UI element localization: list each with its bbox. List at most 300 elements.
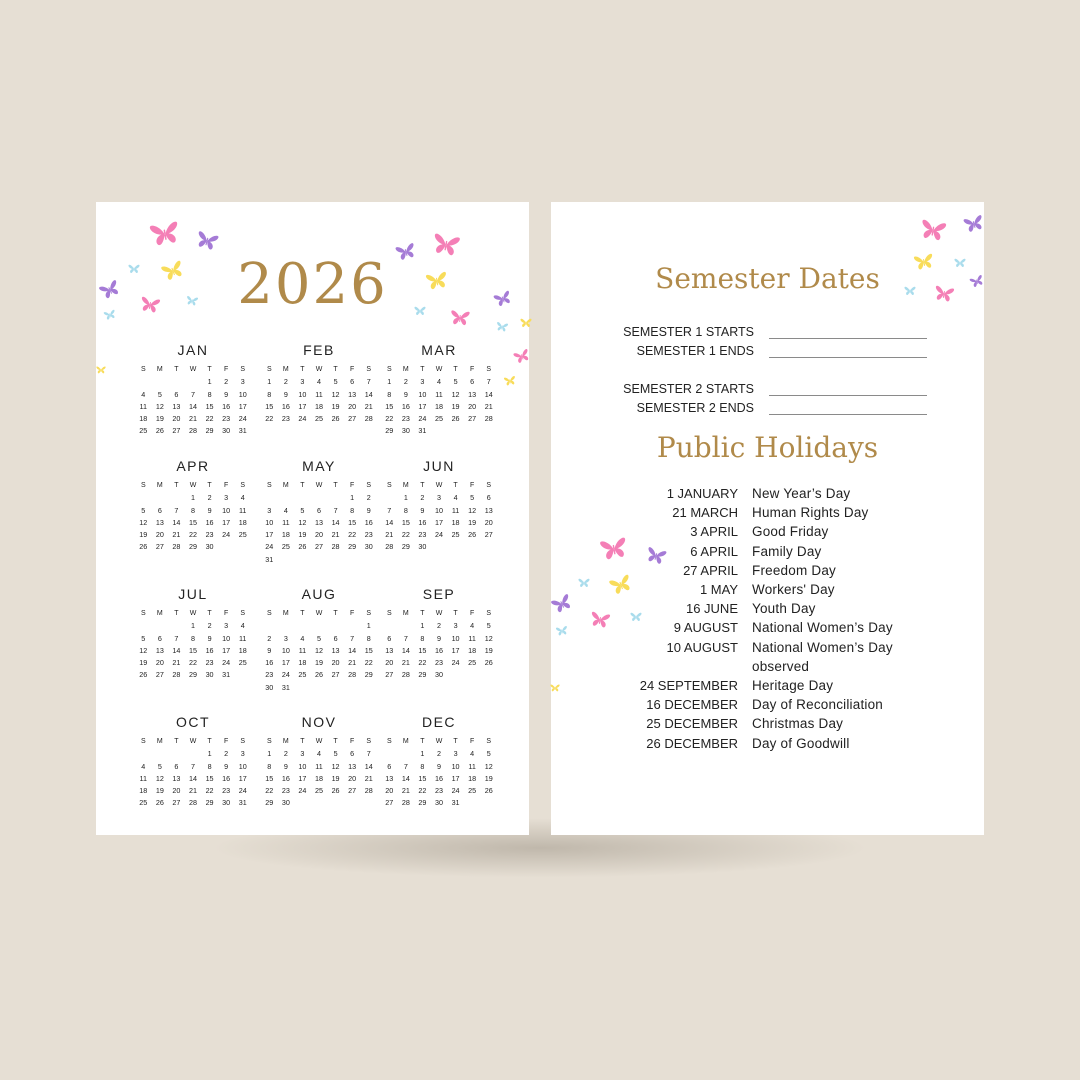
- week-row: [135, 633, 251, 645]
- day-cell: [344, 797, 361, 809]
- day-cell: 30: [281, 798, 290, 808]
- week-row: [261, 773, 377, 785]
- day-cell: 18: [238, 645, 247, 655]
- day-cell: 19: [484, 645, 493, 655]
- day-cell: 26: [314, 670, 323, 680]
- day-cell: 1: [207, 749, 212, 759]
- day-cell: [311, 620, 328, 632]
- day-cell: 15: [364, 645, 373, 655]
- calendar-year: 2026: [237, 252, 388, 317]
- day-cell: [152, 748, 169, 760]
- weekday-header: S: [240, 366, 246, 373]
- weekday-header: W: [435, 366, 443, 373]
- holiday-name: Workers' Day: [752, 582, 835, 597]
- month-apr: [135, 456, 251, 554]
- day-cell: 28: [188, 798, 197, 808]
- day-cell: 5: [486, 621, 491, 631]
- month-may: [261, 456, 377, 566]
- day-cell: 14: [172, 645, 181, 655]
- day-cell: 13: [385, 773, 394, 783]
- holiday-row: [551, 657, 984, 676]
- day-cell: 9: [283, 761, 288, 771]
- butterfly-icon: [589, 610, 611, 629]
- holiday-name: Heritage Day: [752, 678, 834, 693]
- day-cell: 29: [385, 426, 394, 436]
- day-cell: 2: [420, 493, 425, 503]
- day-cell: 22: [385, 414, 394, 424]
- holiday-name: Family Day: [752, 543, 822, 559]
- day-cell: 10: [265, 517, 274, 527]
- day-cell: 11: [282, 517, 290, 527]
- weekday-header: S: [266, 738, 272, 745]
- day-cell: 9: [403, 389, 408, 399]
- day-cell: 21: [484, 401, 493, 411]
- week-row: [381, 376, 497, 388]
- day-cell: 29: [188, 542, 197, 552]
- day-cell: 16: [205, 517, 214, 527]
- day-cell: 28: [364, 786, 373, 796]
- day-cell: 1: [267, 749, 272, 759]
- day-cell: 15: [188, 645, 197, 655]
- day-cell: 15: [348, 517, 357, 527]
- day-cell: 27: [348, 786, 357, 796]
- day-cell: 16: [401, 401, 410, 411]
- day-cell: 24: [434, 530, 443, 540]
- weekday-header: T: [420, 738, 425, 745]
- day-cell: [381, 748, 398, 760]
- day-cell: 19: [484, 773, 493, 783]
- day-cell: 28: [364, 414, 373, 424]
- week-row: [135, 505, 251, 517]
- day-cell: 11: [298, 645, 307, 655]
- day-cell: 31: [238, 426, 247, 436]
- day-cell: [327, 554, 344, 566]
- week-row: [135, 761, 251, 773]
- day-cell: 5: [157, 761, 162, 771]
- calendar-page: [96, 202, 529, 835]
- weekday-header: F: [469, 610, 475, 617]
- day-cell: 15: [401, 517, 410, 527]
- day-cell: 27: [331, 670, 340, 680]
- day-cell: 25: [314, 414, 323, 424]
- day-cell: 24: [451, 786, 460, 796]
- day-cell: 9: [267, 645, 272, 655]
- day-cell: 2: [366, 493, 371, 503]
- weekday-header: S: [386, 482, 392, 489]
- day-cell: 4: [436, 377, 441, 387]
- week-row: [381, 492, 497, 504]
- day-cell: 17: [451, 773, 460, 783]
- day-cell: [311, 797, 328, 809]
- day-cell: 26: [155, 426, 164, 436]
- day-cell: 28: [385, 542, 394, 552]
- weekday-header: F: [469, 482, 475, 489]
- day-cell: 14: [348, 645, 357, 655]
- day-cell: [168, 748, 185, 760]
- day-cell: 20: [385, 786, 394, 796]
- day-cell: 13: [385, 645, 394, 655]
- weekday-header: M: [282, 482, 289, 489]
- day-cell: 28: [401, 798, 410, 808]
- weekday-header: T: [300, 738, 305, 745]
- week-row: [135, 785, 251, 797]
- day-cell: [381, 620, 398, 632]
- day-cell: [327, 620, 344, 632]
- day-cell: 4: [240, 621, 245, 631]
- day-cell: 1: [190, 493, 195, 503]
- day-cell: 21: [401, 658, 410, 668]
- day-cell: 12: [298, 517, 307, 527]
- day-cell: [480, 669, 497, 681]
- holiday-date: 21 MARCH: [672, 505, 738, 521]
- day-cell: 29: [205, 798, 214, 808]
- day-cell: 15: [385, 401, 394, 411]
- semester-title: Semester Dates: [655, 262, 880, 295]
- day-cell: 20: [155, 658, 164, 668]
- month-sep: [381, 584, 497, 682]
- day-cell: 25: [281, 542, 290, 552]
- day-cell: 29: [364, 670, 373, 680]
- day-cell: 21: [364, 773, 373, 783]
- day-cell: 26: [298, 542, 307, 552]
- day-cell: 31: [238, 798, 247, 808]
- day-cell: 1: [350, 493, 355, 503]
- day-cell: 3: [453, 621, 458, 631]
- semester-date-field[interactable]: [769, 357, 927, 358]
- day-cell: 7: [366, 749, 371, 759]
- week-row: [135, 797, 251, 809]
- day-cell: 10: [238, 761, 247, 771]
- holiday-name: Human Rights Day: [752, 505, 869, 521]
- semester-row: [551, 323, 984, 341]
- day-cell: [278, 492, 295, 504]
- day-cell: 2: [436, 621, 441, 631]
- day-cell: 3: [436, 493, 441, 503]
- butterfly-icon: [578, 578, 590, 588]
- week-row: [135, 517, 251, 529]
- day-cell: [464, 425, 481, 437]
- butterfly-icon: [913, 252, 935, 271]
- day-cell: 27: [172, 426, 181, 436]
- day-cell: 9: [436, 633, 441, 643]
- day-cell: 17: [238, 401, 247, 411]
- day-cell: [152, 620, 169, 632]
- day-cell: 3: [267, 505, 272, 515]
- day-cell: 16: [434, 773, 443, 783]
- day-cell: 30: [265, 682, 274, 692]
- day-cell: 30: [222, 426, 231, 436]
- day-cell: 22: [418, 658, 427, 668]
- day-cell: 4: [240, 493, 245, 503]
- semester-date-field[interactable]: [769, 395, 927, 396]
- week-row: [261, 669, 377, 681]
- day-cell: 15: [205, 401, 214, 411]
- day-cell: 10: [451, 761, 460, 771]
- week-row: [381, 645, 497, 657]
- weekday-header: T: [174, 610, 179, 617]
- week-row: [381, 505, 497, 517]
- week-row: [261, 376, 377, 388]
- weekday-header: M: [402, 610, 409, 617]
- weekday-header: M: [282, 366, 289, 373]
- holiday-row: [551, 714, 984, 733]
- day-cell: [234, 669, 251, 681]
- day-cell: 21: [364, 401, 373, 411]
- day-cell: 20: [172, 786, 181, 796]
- butterfly-icon: [128, 264, 140, 274]
- week-row: [261, 529, 377, 541]
- weekday-header: T: [420, 610, 425, 617]
- holiday-name: Day of Goodwill: [752, 735, 850, 751]
- weekday-header: F: [223, 366, 229, 373]
- day-cell: 21: [172, 658, 181, 668]
- day-cell: [261, 620, 278, 632]
- day-cell: 4: [316, 749, 321, 759]
- weekday-header-row: [381, 608, 497, 620]
- holiday-name: New Year’s Day: [752, 486, 851, 501]
- day-cell: 30: [364, 542, 373, 552]
- day-cell: 22: [188, 530, 197, 540]
- day-cell: 22: [265, 786, 274, 796]
- weekday-header: T: [333, 610, 338, 617]
- day-cell: 24: [418, 414, 427, 424]
- week-row: [261, 554, 377, 566]
- day-cell: 6: [157, 633, 162, 643]
- day-cell: 10: [298, 761, 307, 771]
- day-cell: 23: [434, 658, 443, 668]
- day-cell: [278, 620, 295, 632]
- weekday-header: S: [386, 366, 392, 373]
- day-cell: 2: [283, 749, 288, 759]
- day-cell: 27: [155, 542, 164, 552]
- day-cell: 20: [314, 530, 323, 540]
- day-cell: 1: [190, 621, 195, 631]
- day-cell: 28: [188, 426, 197, 436]
- semester-date-field[interactable]: [769, 414, 927, 415]
- weekday-header-row: [261, 736, 377, 748]
- weekday-header: S: [140, 482, 146, 489]
- butterfly-icon: [630, 612, 642, 622]
- day-cell: 25: [468, 786, 477, 796]
- day-cell: [152, 376, 169, 388]
- week-row: [381, 657, 497, 669]
- semester-label: SEMESTER 1 STARTS: [623, 325, 754, 339]
- week-row: [261, 492, 377, 504]
- day-cell: 29: [205, 426, 214, 436]
- day-cell: 8: [267, 389, 272, 399]
- day-cell: 20: [468, 401, 477, 411]
- day-cell: 12: [484, 761, 493, 771]
- weekday-header: W: [189, 610, 197, 617]
- day-cell: 7: [190, 389, 195, 399]
- weekday-header: M: [156, 482, 163, 489]
- month-name: OCT: [175, 714, 211, 730]
- day-cell: [278, 554, 295, 566]
- month-name: DEC: [421, 714, 457, 730]
- week-row: [261, 389, 377, 401]
- day-cell: 1: [387, 377, 392, 387]
- weekday-header: W: [189, 366, 197, 373]
- day-cell: 27: [468, 414, 477, 424]
- day-cell: [344, 682, 361, 694]
- day-cell: 6: [333, 633, 338, 643]
- day-cell: 3: [300, 749, 305, 759]
- day-cell: 25: [238, 530, 247, 540]
- day-cell: 13: [155, 517, 164, 527]
- holiday-date: 1 MAY: [699, 582, 738, 597]
- day-cell: 26: [484, 658, 493, 668]
- month-name: JAN: [177, 342, 209, 358]
- week-row: [135, 748, 251, 760]
- week-row: [381, 541, 497, 553]
- day-cell: 22: [188, 658, 197, 668]
- weekday-header: T: [333, 738, 338, 745]
- day-cell: 12: [451, 389, 460, 399]
- week-row: [135, 645, 251, 657]
- month-name: JUN: [423, 458, 455, 474]
- weekday-header: T: [300, 366, 305, 373]
- day-cell: [480, 797, 497, 809]
- day-cell: 24: [265, 542, 274, 552]
- weekday-header: T: [453, 738, 458, 745]
- day-cell: 18: [139, 786, 148, 796]
- day-cell: 14: [331, 517, 340, 527]
- weekday-header: S: [266, 482, 272, 489]
- day-cell: [344, 554, 361, 566]
- weekday-header: M: [402, 738, 409, 745]
- holiday-row: [551, 503, 984, 522]
- day-cell: 23: [222, 414, 231, 424]
- day-cell: 17: [434, 517, 443, 527]
- day-cell: 15: [188, 517, 197, 527]
- week-row: [261, 517, 377, 529]
- day-cell: 24: [238, 786, 247, 796]
- day-cell: 23: [364, 530, 373, 540]
- day-cell: 20: [348, 401, 357, 411]
- day-cell: 18: [298, 658, 307, 668]
- day-cell: [168, 620, 185, 632]
- day-cell: 19: [331, 401, 340, 411]
- week-row: [381, 669, 497, 681]
- day-cell: 22: [205, 414, 214, 424]
- day-cell: 19: [155, 414, 164, 424]
- week-row: [261, 797, 377, 809]
- day-cell: 14: [364, 389, 373, 399]
- week-row: [261, 761, 377, 773]
- weekday-header-row: [135, 364, 251, 376]
- weekday-header: W: [435, 738, 443, 745]
- month-name: SEP: [422, 586, 456, 602]
- weekday-header: F: [349, 482, 355, 489]
- day-cell: 20: [331, 658, 340, 668]
- day-cell: 17: [298, 401, 307, 411]
- day-cell: 22: [418, 786, 427, 796]
- day-cell: 27: [484, 530, 493, 540]
- day-cell: 31: [281, 682, 290, 692]
- day-cell: 3: [240, 749, 245, 759]
- day-cell: 5: [141, 633, 146, 643]
- day-cell: 8: [420, 761, 425, 771]
- day-cell: 29: [188, 670, 197, 680]
- day-cell: [311, 682, 328, 694]
- day-cell: 23: [222, 786, 231, 796]
- weekday-header: W: [189, 482, 197, 489]
- day-cell: [464, 797, 481, 809]
- day-cell: 6: [486, 493, 491, 503]
- butterfly-icon: [148, 220, 182, 249]
- day-cell: 8: [207, 761, 212, 771]
- day-cell: 16: [281, 401, 290, 411]
- day-cell: 3: [224, 621, 229, 631]
- weekday-header: T: [420, 482, 425, 489]
- week-row: [135, 389, 251, 401]
- day-cell: 24: [238, 414, 247, 424]
- day-cell: 23: [434, 786, 443, 796]
- day-cell: 18: [139, 414, 148, 424]
- weekday-header: T: [420, 366, 425, 373]
- weekday-header: M: [282, 610, 289, 617]
- day-cell: 28: [401, 670, 410, 680]
- day-cell: 18: [281, 530, 290, 540]
- weekday-header-row: [261, 608, 377, 620]
- day-cell: 20: [172, 414, 181, 424]
- day-cell: 15: [265, 773, 274, 783]
- week-row: [261, 645, 377, 657]
- semester-date-field[interactable]: [769, 338, 927, 339]
- day-cell: 21: [401, 786, 410, 796]
- day-cell: 9: [224, 761, 229, 771]
- day-cell: [327, 797, 344, 809]
- month-oct: [135, 712, 251, 810]
- month-name: MAY: [302, 458, 336, 474]
- day-cell: 27: [314, 542, 323, 552]
- day-cell: 27: [385, 798, 394, 808]
- day-cell: 16: [364, 517, 373, 527]
- day-cell: 13: [468, 389, 477, 399]
- day-cell: 6: [387, 761, 392, 771]
- weekday-header: S: [366, 738, 372, 745]
- holiday-row: [551, 638, 984, 657]
- day-cell: 10: [434, 505, 443, 515]
- semester-row: [551, 380, 984, 398]
- day-cell: 12: [484, 633, 493, 643]
- week-row: [261, 505, 377, 517]
- day-cell: 10: [281, 645, 290, 655]
- holiday-row: [551, 599, 984, 618]
- day-cell: 5: [333, 749, 338, 759]
- day-cell: 27: [172, 798, 181, 808]
- weekday-header: T: [333, 482, 338, 489]
- day-cell: 26: [331, 786, 340, 796]
- day-cell: [294, 620, 311, 632]
- day-cell: 6: [387, 633, 392, 643]
- day-cell: [218, 541, 235, 553]
- day-cell: 18: [468, 645, 477, 655]
- day-cell: 11: [315, 389, 323, 399]
- day-cell: 6: [350, 377, 355, 387]
- day-cell: 19: [139, 530, 148, 540]
- day-cell: 18: [451, 517, 460, 527]
- weekday-header: M: [402, 366, 409, 373]
- day-cell: 19: [298, 530, 307, 540]
- day-cell: 12: [331, 761, 340, 771]
- day-cell: 19: [314, 658, 323, 668]
- day-cell: 2: [267, 633, 272, 643]
- day-cell: [398, 748, 415, 760]
- weekday-header: S: [386, 610, 392, 617]
- day-cell: 9: [224, 389, 229, 399]
- weekday-header-row: [261, 364, 377, 376]
